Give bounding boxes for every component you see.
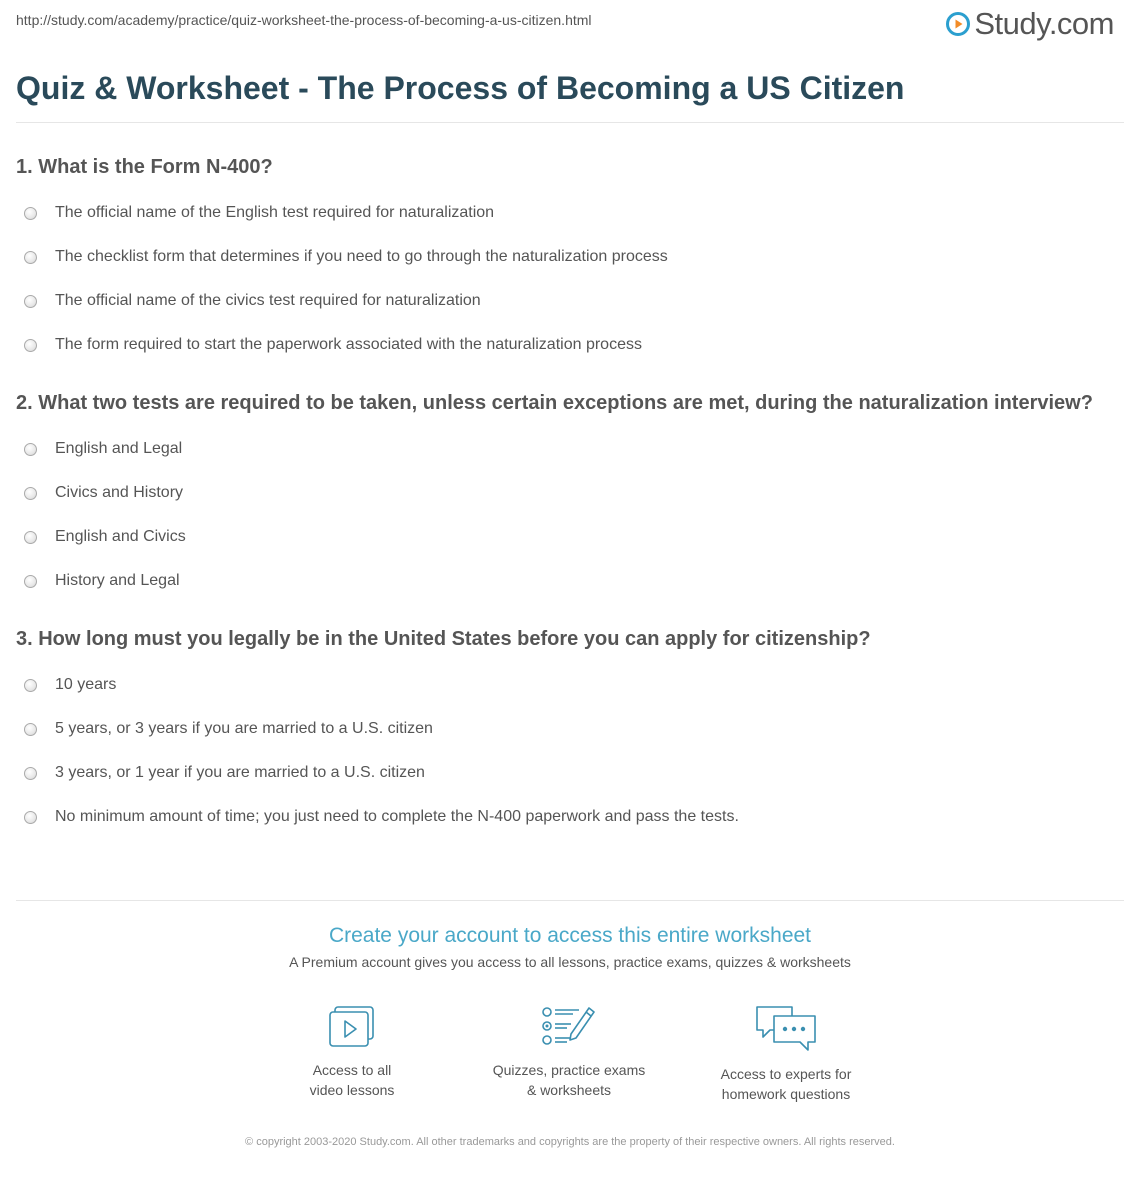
radio-button[interactable] bbox=[24, 487, 37, 500]
answer-option[interactable] bbox=[16, 427, 1124, 471]
feature-line: Access to experts for bbox=[720, 1066, 852, 1082]
radio-button[interactable] bbox=[24, 575, 37, 588]
page-title: Quiz & Worksheet - The Process of Becoming a US Citizen bbox=[16, 70, 905, 106]
option-label: The checklist form that determines if you need to go through the naturalization process bbox=[55, 248, 668, 265]
answer-option[interactable] bbox=[16, 279, 1124, 323]
feature-line: homework questions bbox=[721, 1086, 851, 1102]
answer-option[interactable] bbox=[16, 707, 1124, 751]
question-text: 3. How long must you legally be in the United States before you can apply for citizenship? bbox=[16, 628, 871, 650]
answer-option[interactable] bbox=[16, 323, 1124, 367]
question-text: 1. What is the Form N-400? bbox=[16, 156, 273, 178]
answer-option[interactable] bbox=[16, 471, 1124, 515]
logo-text: Study.com bbox=[974, 6, 1114, 41]
option-label: No minimum amount of time; you just need to complete the N-400 paperwork and pass the tests. bbox=[55, 808, 739, 825]
page-url: http://study.com/academy/practice/quiz-worksheet-the-process-of-becoming-a-us-citizen.html bbox=[16, 12, 592, 28]
play-circle-icon bbox=[946, 12, 970, 36]
option-label: English and Legal bbox=[55, 440, 183, 457]
answer-option[interactable] bbox=[16, 795, 1124, 839]
feature-line: video lessons bbox=[309, 1082, 395, 1098]
radio-button[interactable] bbox=[24, 531, 37, 544]
question-1 bbox=[16, 154, 1124, 367]
feature-video-lessons bbox=[252, 1004, 452, 1100]
feature-line: Quizzes, practice exams bbox=[492, 1062, 646, 1078]
radio-button[interactable] bbox=[24, 767, 37, 780]
answer-option[interactable] bbox=[16, 515, 1124, 559]
radio-button[interactable] bbox=[24, 295, 37, 308]
answer-option[interactable] bbox=[16, 235, 1124, 279]
feature-quizzes bbox=[469, 1004, 669, 1100]
question-3 bbox=[16, 626, 1124, 839]
answer-option[interactable] bbox=[16, 191, 1124, 235]
divider bbox=[16, 122, 1124, 123]
option-label: History and Legal bbox=[55, 572, 180, 589]
radio-button[interactable] bbox=[24, 251, 37, 264]
option-label: Civics and History bbox=[55, 484, 184, 501]
feature-line: Access to all bbox=[312, 1062, 392, 1078]
option-label: The form required to start the paperwork associated with the naturalization process bbox=[55, 336, 642, 353]
feature-experts bbox=[686, 1004, 886, 1104]
option-label: 5 years, or 3 years if you are married to a U.S. citizen bbox=[55, 720, 433, 737]
divider bbox=[16, 900, 1124, 901]
study-logo[interactable] bbox=[946, 6, 1114, 42]
radio-button[interactable] bbox=[24, 207, 37, 220]
answer-option[interactable] bbox=[16, 663, 1124, 707]
option-label: English and Civics bbox=[55, 528, 186, 545]
option-label: The official name of the civics test required for naturalization bbox=[55, 292, 481, 309]
chat-bubbles-icon bbox=[754, 1004, 818, 1054]
option-label: The official name of the English test required for naturalization bbox=[55, 204, 495, 221]
quiz-list bbox=[16, 154, 1124, 839]
answer-option[interactable] bbox=[16, 751, 1124, 795]
radio-button[interactable] bbox=[24, 339, 37, 352]
radio-button[interactable] bbox=[24, 443, 37, 456]
quiz-checklist-icon bbox=[541, 1004, 597, 1050]
answer-option[interactable] bbox=[16, 559, 1124, 603]
question-text: 2. What two tests are required to be taken, unless certain exceptions are met, during the naturalization interview? bbox=[16, 392, 1093, 414]
radio-button[interactable] bbox=[24, 679, 37, 692]
video-lessons-icon bbox=[326, 1004, 378, 1050]
copyright-text: © copyright 2003-2020 Study.com. All other trademarks and copyrights are the property of their respective owners. All rights reserved. bbox=[245, 1136, 895, 1148]
option-label: 10 years bbox=[55, 676, 117, 693]
cta-title[interactable]: Create your account to access this entire worksheet bbox=[328, 924, 812, 947]
option-label: 3 years, or 1 year if you are married to a U.S. citizen bbox=[55, 764, 425, 781]
radio-button[interactable] bbox=[24, 723, 37, 736]
radio-button[interactable] bbox=[24, 811, 37, 824]
feature-line: & worksheets bbox=[526, 1082, 612, 1098]
cta-subtitle: A Premium account gives you access to all lessons, practice exams, quizzes & worksheets bbox=[289, 954, 851, 970]
question-2 bbox=[16, 390, 1124, 603]
